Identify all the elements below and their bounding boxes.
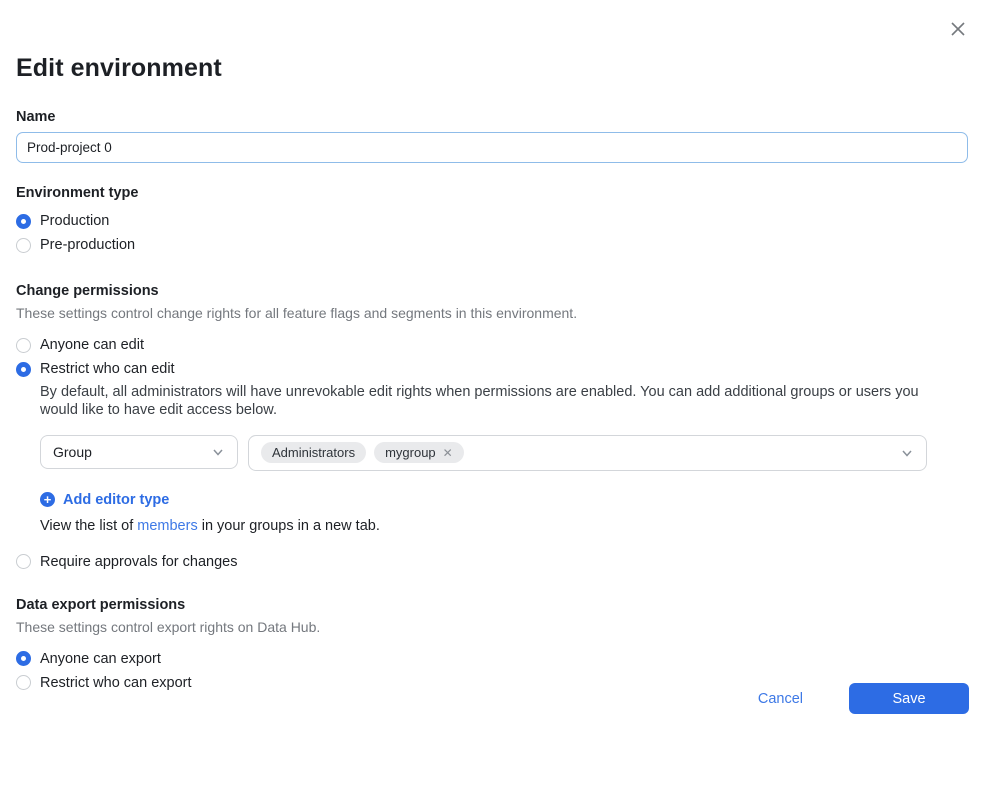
restrict-edit-note: By default, all administrators will have unrevokable edit rights when permissions are enabled. You can add additional groups or users you would like to have edit access below. <box>40 384 919 418</box>
radio-anyone-can-export[interactable] <box>16 647 968 671</box>
radio-label: Restrict who can export <box>40 674 192 691</box>
radio-anyone-can-edit[interactable] <box>16 333 968 357</box>
radio-label: Require approvals for changes <box>40 553 238 570</box>
radio-pre-production[interactable] <box>16 233 968 257</box>
members-link[interactable]: members <box>137 517 198 534</box>
data-export-permissions-label: Data export permissions <box>16 596 186 613</box>
radio-restrict-who-can-edit[interactable] <box>16 357 968 381</box>
radio-button[interactable] <box>16 362 31 377</box>
name-label: Name <box>16 109 56 125</box>
add-editor-type-button[interactable] <box>40 492 968 508</box>
editor-type-select[interactable] <box>40 435 238 469</box>
members-note-prefix: View the list of <box>40 517 138 534</box>
radio-button[interactable] <box>16 675 31 690</box>
radio-production[interactable] <box>16 209 968 233</box>
environment-type-group <box>16 209 968 257</box>
radio-button[interactable] <box>16 651 31 666</box>
tag-label: mygroup <box>385 445 436 461</box>
name-input[interactable] <box>16 132 968 163</box>
editor-selects-row <box>40 435 968 471</box>
cancel-button[interactable]: Cancel <box>757 690 803 707</box>
dialog-title: Edit environment <box>16 54 222 82</box>
editor-type-select-value: Group <box>53 443 92 460</box>
radio-button[interactable] <box>16 214 31 229</box>
change-permissions-group <box>16 333 968 574</box>
members-note-suffix: in your groups in a new tab. <box>197 517 380 534</box>
tag-administrators <box>261 442 366 463</box>
radio-button[interactable] <box>16 238 31 253</box>
chevron-down-icon <box>900 446 914 460</box>
plus-icon: + <box>40 492 55 507</box>
tag-label: Administrators <box>272 445 356 461</box>
environment-type-label: Environment type <box>16 185 139 201</box>
tag-mygroup <box>374 442 464 463</box>
radio-label: Anyone can edit <box>40 337 144 353</box>
remove-tag-icon[interactable]: ✕ <box>442 445 453 460</box>
radio-label: Anyone can export <box>40 650 161 667</box>
radio-button[interactable] <box>16 554 31 569</box>
save-button[interactable]: Save <box>849 683 969 714</box>
add-editor-type-label: Add editor type <box>63 491 170 508</box>
chevron-down-icon <box>211 445 225 459</box>
radio-require-approvals[interactable] <box>16 550 968 574</box>
close-icon <box>947 18 969 40</box>
radio-button[interactable] <box>16 338 31 353</box>
radio-label: Production <box>40 213 110 229</box>
members-note <box>40 518 968 534</box>
radio-label: Restrict who can edit <box>40 361 175 377</box>
change-permissions-description: These settings control change rights for all feature flags and segments in this environment. <box>16 305 578 321</box>
change-permissions-label: Change permissions <box>16 283 159 299</box>
data-export-permissions-description: These settings control export rights on Data Hub. <box>16 618 321 635</box>
radio-label: Pre-production <box>40 237 136 253</box>
close-button[interactable] <box>945 16 971 42</box>
members-multiselect[interactable] <box>248 435 927 471</box>
dialog-footer <box>758 683 969 714</box>
